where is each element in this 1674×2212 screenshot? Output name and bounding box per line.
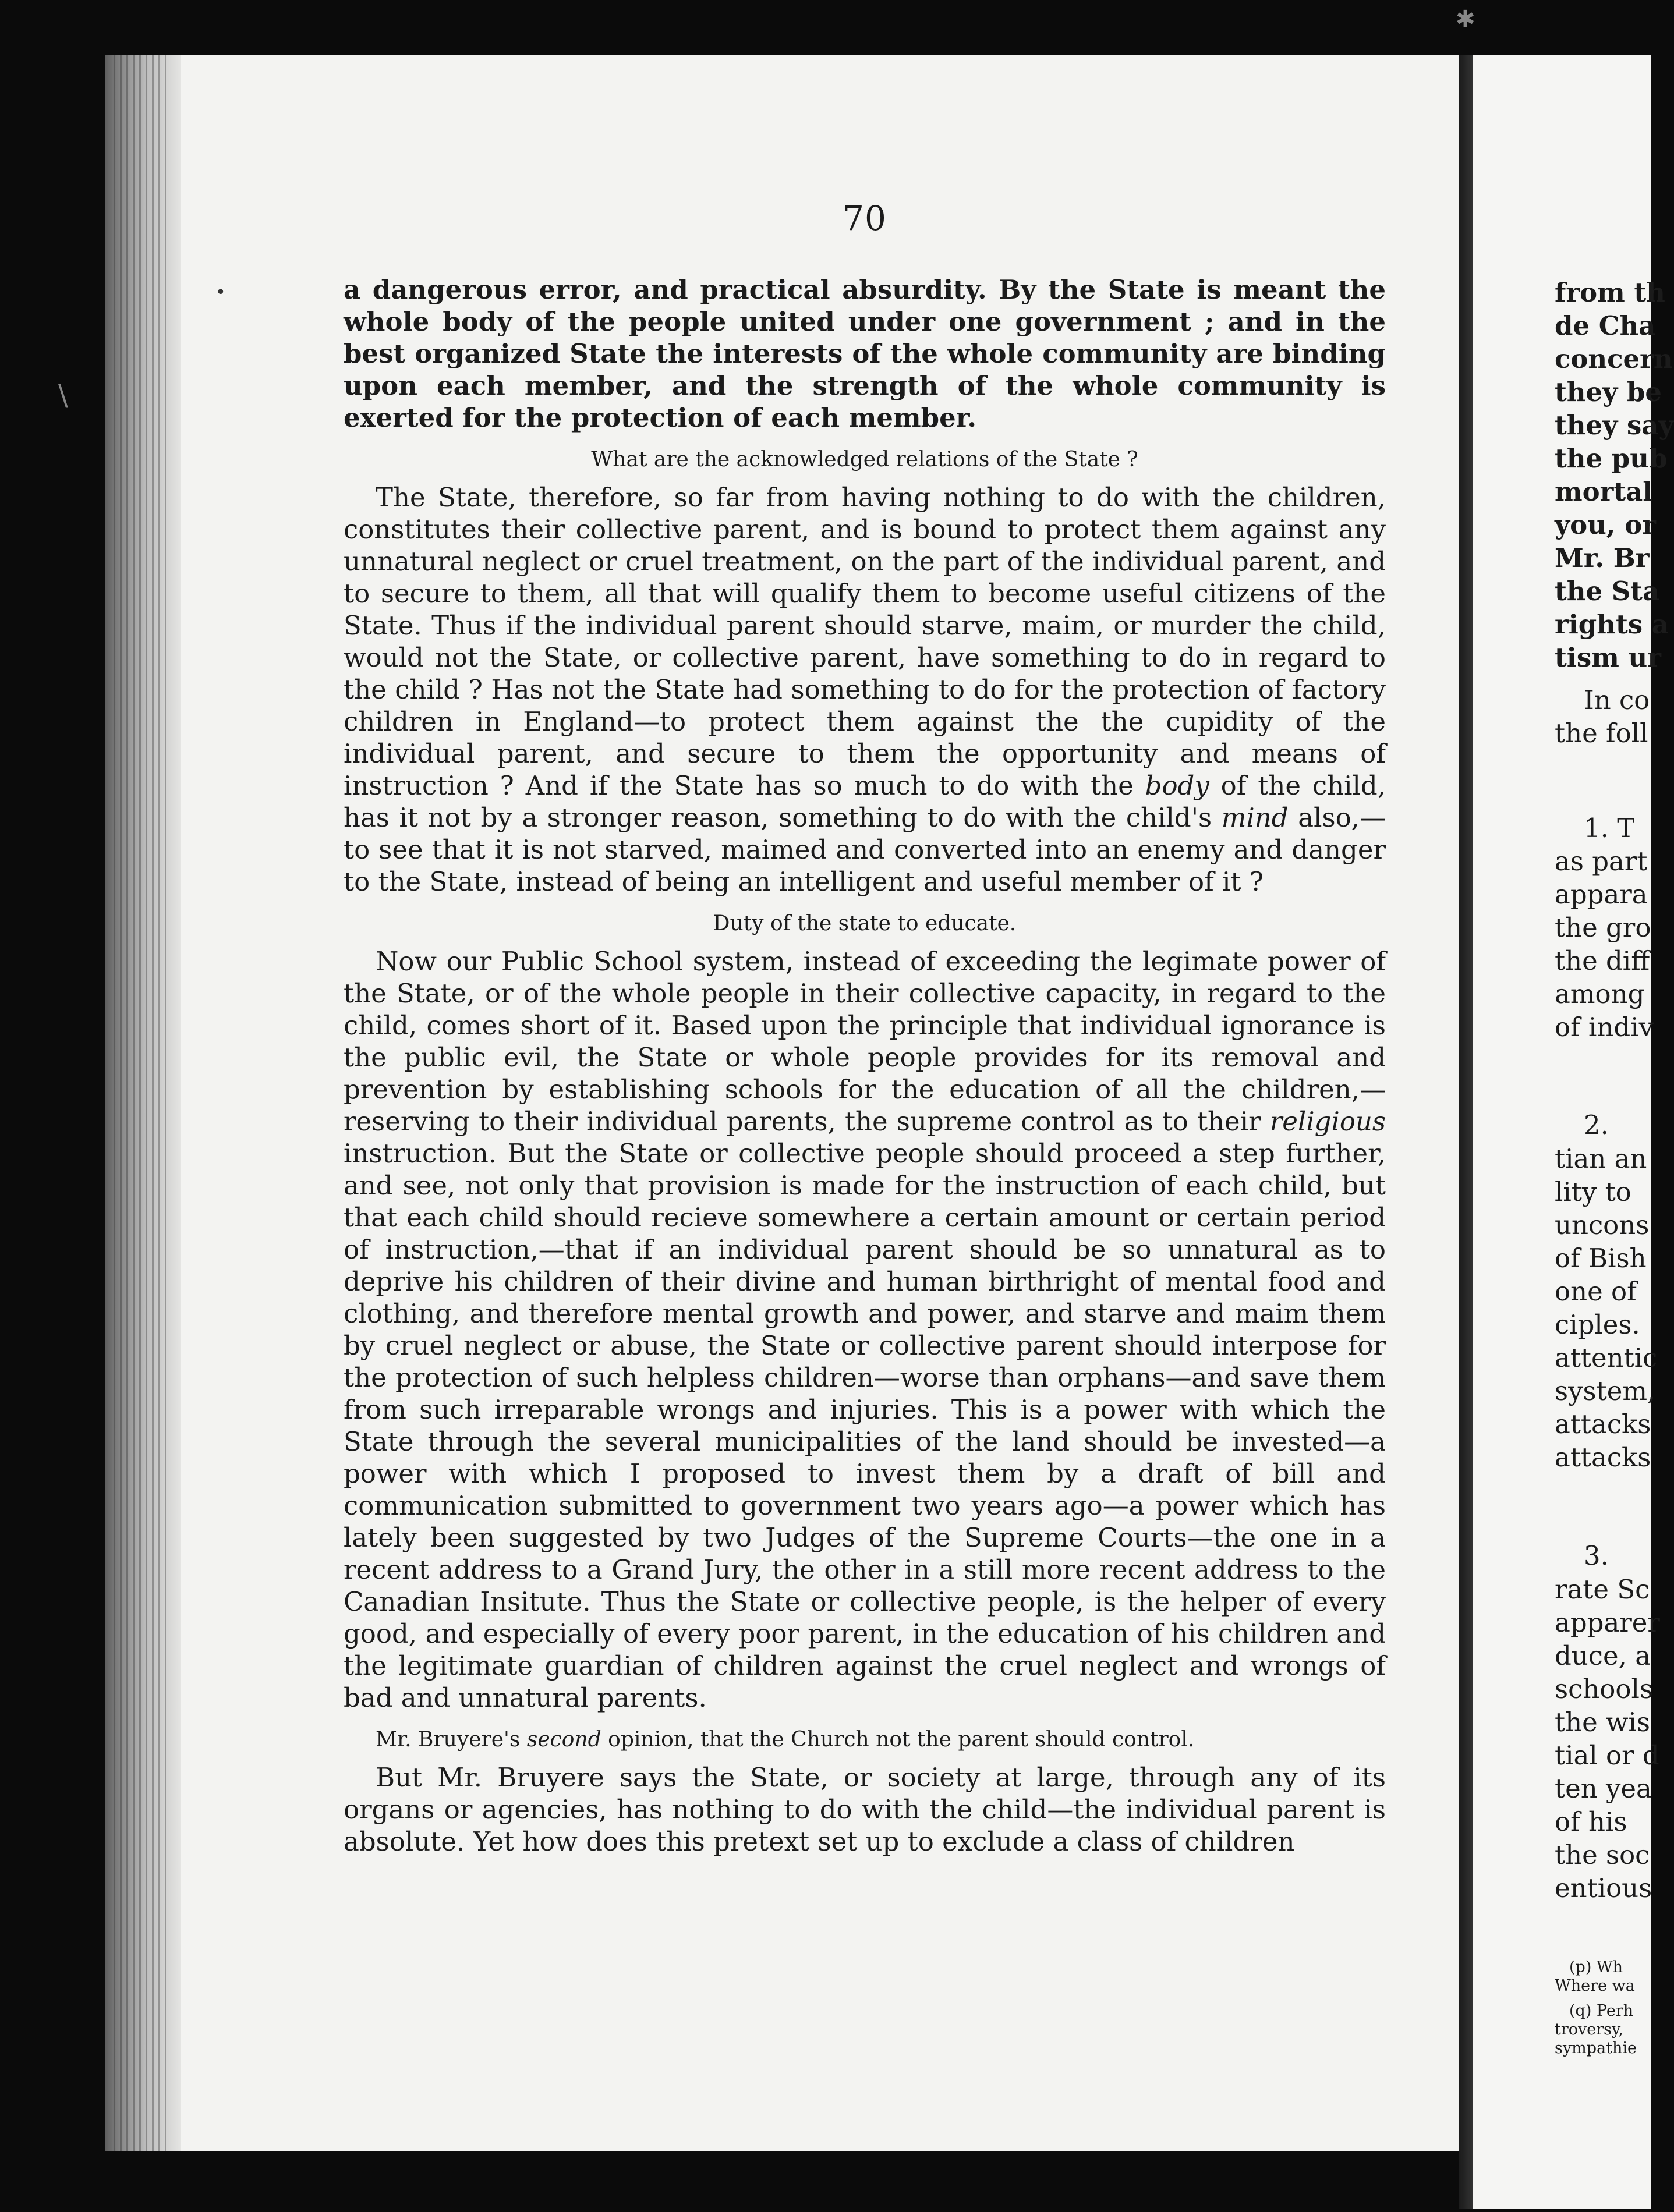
facing-page-line: the wis	[1555, 1707, 1651, 1738]
facing-page-line: system,	[1555, 1376, 1656, 1406]
facing-page-line: the gro	[1555, 912, 1651, 943]
sidenote-relations: What are the acknowledged relations of the State ?	[591, 448, 1138, 472]
emphasis-mind: mind	[1221, 802, 1289, 833]
facing-page-line: duce, a	[1555, 1640, 1651, 1671]
paragraph-3-part-1: Now our Public School system, instead of exceeding the legimate power of the State, or of the whole people in their collective capacity, in regard to the child, comes short of it. Based upon the principle that individual ignorance is the public evil, the State or whole people provides for its removal and prevention by establishing schools for the education of all the children,—reserving to their individual parents, the supreme control as to their	[344, 946, 1386, 1137]
facing-page-line: Mr. Br	[1555, 543, 1650, 573]
facing-page	[1473, 55, 1674, 2209]
facing-page-line: tian an	[1555, 1143, 1647, 1174]
facing-page-line: In co	[1584, 685, 1650, 715]
facing-page-line: the soc	[1555, 1839, 1650, 1870]
facing-page-line: schools	[1555, 1674, 1653, 1704]
facing-page-line: the foll	[1555, 718, 1648, 749]
facing-page-line: 2.	[1584, 1109, 1609, 1140]
facing-page-line: you, or	[1555, 509, 1656, 540]
emphasis-second: second	[526, 1728, 601, 1752]
facing-page-line: uncons	[1555, 1210, 1650, 1240]
facing-page-line: mortal	[1555, 476, 1653, 507]
paragraph-2-part-3: also,—to see that it is not starved, maimed and converted into an enemy and danger to the State, instead of being an intelligent and useful member of it ?	[344, 802, 1386, 897]
facing-page-line: among	[1555, 979, 1645, 1009]
facing-page-line: apparer	[1555, 1607, 1660, 1638]
emphasis-religious: religious	[1269, 1106, 1386, 1137]
facing-page-line: rate Sc	[1555, 1574, 1650, 1605]
paragraph-1: a dangerous error, and practical absurdity. By the State is meant the whole body of the people united under one government ; and in the best organized State the interests of the whole community are binding upon each member, and the strength of the whole community is exerted for the protection of each member.	[344, 274, 1386, 433]
facing-page-line: rights a	[1555, 609, 1669, 640]
facing-page-line: one of	[1555, 1276, 1637, 1307]
facing-page-footnote: Where wa	[1555, 1977, 1635, 1995]
facing-page-line: of Bish	[1555, 1243, 1647, 1274]
facing-page-line: attentic	[1555, 1342, 1658, 1373]
facing-page-footnote: (q) Perh	[1569, 2002, 1634, 2020]
facing-page-line: lity to	[1555, 1176, 1631, 1207]
facing-page-line: tial or d	[1555, 1740, 1659, 1771]
paragraph-2-part-1: The State, therefore, so far from having nothing to do with the children, constitutes their collective parent, and is bound to protect them against any unnatural neglect or cruel treatment, on the part of the individual parent, and to secure to them, all that will qualify them to become useful citizens of the State. Thus if the individual parent should starve, maim, or murder the child, would not the State, or collective parent, have something to do in regard to the child ? Has not the State had something to do for the protection of factory children in England—to protect them against the the cupidity of the individual parent, and secure to them the opportunity and means of instruction ? And if the State has so much to do with the	[344, 482, 1386, 801]
scan-speck: \	[58, 378, 68, 412]
sidenote-duty: Duty of the state to educate.	[713, 912, 1017, 935]
facing-page-line: 3.	[1584, 1540, 1609, 1571]
facing-page-line: 1. T	[1584, 813, 1635, 843]
gutter-shadow	[1459, 55, 1473, 2209]
facing-page-line: the Sta	[1555, 576, 1660, 607]
facing-page-line: tism ur	[1555, 642, 1661, 673]
emphasis-body: body	[1145, 770, 1209, 801]
page-number: 70	[843, 198, 887, 238]
page-edge-texture	[114, 55, 166, 2151]
paragraph-4: But Mr. Bruyere says the State, or society at large, through any of its organs or agencies, has nothing to do with the child—the individual parent is absolute. Yet how does this pretext set up to exclude a class of children	[344, 1762, 1386, 1857]
facing-page-line: the pub	[1555, 443, 1668, 474]
sidenote-3-part-1: Mr. Bruyere's	[376, 1728, 521, 1752]
scan-speck: ✱	[1456, 6, 1475, 33]
facing-page-line: of his	[1555, 1806, 1627, 1837]
facing-page-line: they be	[1555, 377, 1662, 407]
facing-page-line: of indiv	[1555, 1012, 1654, 1043]
facing-page-footnote: sympathie	[1555, 2039, 1637, 2057]
facing-page-line: concern	[1555, 343, 1673, 374]
paragraph-2-part-2: of the child, has it not by a stronger reason, something to do with the child's	[344, 770, 1386, 833]
facing-page-line: from th	[1555, 277, 1665, 308]
scan-speck: •	[215, 282, 226, 303]
paragraph-2	[344, 481, 1386, 898]
facing-page-line: as part	[1555, 846, 1648, 877]
facing-page-footnote: (p) Wh	[1569, 1958, 1623, 1976]
facing-page-line: de Cha	[1555, 310, 1656, 341]
facing-page-line: the diff	[1555, 945, 1650, 976]
paragraph-3-part-2: instruction. But the State or collective people should proceed a step further, and see, not only that provision is made for the instruction of each child, but that each child should recieve somewhere a certain amount or certain period of instruction,—that if an individual parent should be so unnatural as to deprive his children of their divine and human birthright of mental food and clothing, and therefore mental growth and power, and starve and maim them by cruel neglect or abuse, the State or collective parent should interpose for the protection of such helpless children—worse than orphans—and save them from such irreparable wrongs and injuries. This is a power with which the State through the several municipalities of the land should be invested—a power with which I proposed to invest them by a draft of bill and communication submitted to government two years ago—a power which has lately been suggested by two Judges of the Supreme Courts—the one in a recent address to a Grand Jury, the other in a still more recent address to the Canadian Insitute. Thus the State or collective people, is the helper of every good, and especially of every poor parent, in the education of his children and the legitimate guardian of children against the cruel neglect and wrongs of bad and unnatural parents.	[344, 1138, 1386, 1713]
facing-page-line: ten yea	[1555, 1773, 1652, 1804]
facing-page-line: attacks	[1555, 1442, 1651, 1473]
facing-page-line: they say	[1555, 410, 1674, 441]
facing-page-line: entious	[1555, 1873, 1652, 1903]
facing-page-line: ciples.	[1555, 1309, 1640, 1340]
sidenote-3-part-2: opinion, that the Church not the parent should control.	[608, 1728, 1195, 1752]
paragraph-3	[344, 945, 1386, 1714]
sidenote-second-opinion	[344, 1727, 1386, 1753]
facing-page-line: attacks	[1555, 1409, 1651, 1440]
facing-page-footnote: troversy,	[1555, 2020, 1624, 2039]
main-text-column	[344, 198, 1386, 1857]
facing-page-line: appara	[1555, 879, 1648, 910]
